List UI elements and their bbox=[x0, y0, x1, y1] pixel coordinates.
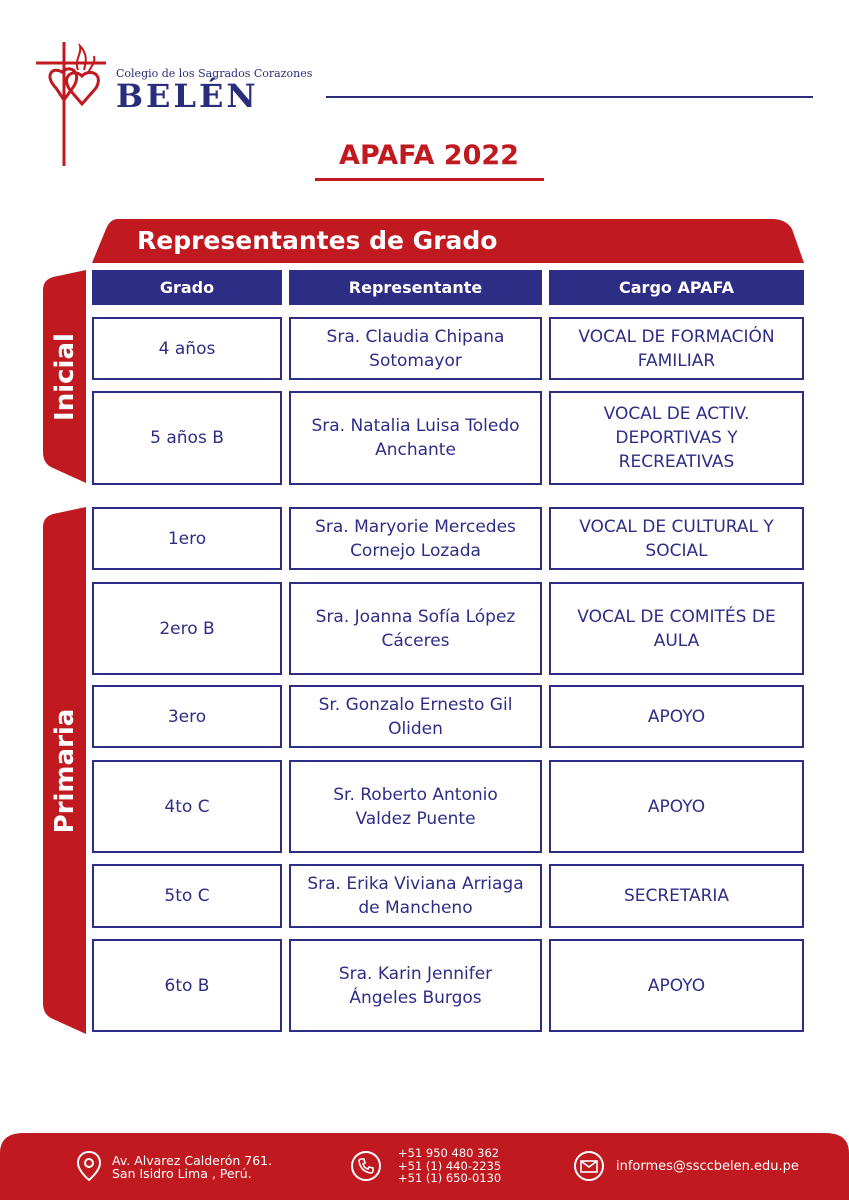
group-tab-inicial bbox=[43, 270, 86, 483]
text-line: Valdez Puente bbox=[355, 808, 476, 829]
text-line: Ángeles Burgos bbox=[349, 987, 482, 1008]
cell-cargo bbox=[549, 507, 804, 570]
location-pin-icon bbox=[76, 1150, 102, 1182]
section-banner bbox=[92, 219, 804, 263]
text-line: VOCAL DE COMITÉS DE bbox=[577, 606, 776, 627]
footer-phones bbox=[398, 1147, 501, 1185]
text-line: de Mancheno bbox=[358, 898, 473, 918]
phone-icon bbox=[350, 1150, 382, 1182]
column-header-cargo: Cargo APAFA bbox=[549, 270, 804, 305]
text-line: Sra. Natalia Luisa Toledo bbox=[311, 416, 520, 436]
phone-line: +51 (1) 650-0130 bbox=[398, 1171, 502, 1185]
footer-address bbox=[112, 1154, 272, 1180]
text-line: VOCAL DE ACTIV. bbox=[603, 404, 750, 424]
cell-grado: 4to C bbox=[92, 760, 282, 853]
phone-line: +51 950 480 362 bbox=[398, 1146, 500, 1160]
column-header-grado: Grado bbox=[92, 270, 282, 305]
address-line: Av. Alvarez Calderón 761. bbox=[112, 1153, 273, 1168]
text-line: Sra. Claudia Chipana bbox=[326, 326, 505, 347]
address-line: San Isidro Lima , Perú. bbox=[112, 1166, 252, 1181]
cell-cargo: SECRETARIA bbox=[549, 864, 804, 928]
text-line: Sra. Joanna Sofía López bbox=[315, 606, 516, 627]
cell-representante bbox=[289, 317, 542, 380]
cell-grado: 4 años bbox=[92, 317, 282, 380]
text-line: DEPORTIVAS Y bbox=[615, 428, 738, 448]
cell-cargo: APOYO bbox=[549, 685, 804, 748]
text-line: VOCAL DE CULTURAL Y bbox=[579, 516, 774, 537]
text-line: Sra. Maryorie Mercedes bbox=[315, 516, 516, 537]
section-heading: Representantes de Grado bbox=[137, 226, 498, 255]
cell-grado: 5 años B bbox=[92, 391, 282, 485]
text-line: AULA bbox=[653, 630, 700, 651]
cell-cargo bbox=[549, 391, 804, 485]
footer bbox=[0, 1133, 849, 1200]
cell-grado: 3ero bbox=[92, 685, 282, 748]
text-line: SOCIAL bbox=[645, 540, 708, 561]
cell-representante bbox=[289, 391, 542, 485]
text-line: Cornejo Lozada bbox=[350, 540, 481, 561]
group-label-inicial: Inicial bbox=[49, 332, 80, 421]
text-line: Sra. Erika Viviana Arriaga bbox=[307, 874, 524, 894]
group-label-primaria: Primaria bbox=[49, 708, 80, 833]
column-header-representante: Representante bbox=[289, 270, 542, 305]
school-subtitle: Colegio de los Sagrados Corazones bbox=[116, 67, 313, 80]
school-name: BELÉN bbox=[116, 77, 259, 115]
text-line: VOCAL DE FORMACIÓN bbox=[578, 326, 775, 347]
cell-cargo bbox=[549, 582, 804, 675]
phone-line: +51 (1) 440-2235 bbox=[398, 1158, 502, 1173]
cell-cargo: APOYO bbox=[549, 939, 804, 1032]
cell-cargo: APOYO bbox=[549, 760, 804, 853]
footer-email[interactable]: informes@ssccbelen.edu.pe bbox=[616, 1159, 799, 1174]
cell-representante bbox=[289, 864, 542, 928]
cell-representante bbox=[289, 685, 542, 748]
text-line: Cáceres bbox=[381, 630, 450, 651]
text-line: Oliden bbox=[388, 718, 443, 739]
text-line: Anchante bbox=[375, 440, 456, 460]
title-underline bbox=[315, 178, 544, 181]
group-tab-primaria bbox=[43, 507, 86, 1034]
cell-grado: 5to C bbox=[92, 864, 282, 928]
page-title: APAFA 2022 bbox=[339, 140, 519, 171]
cell-representante bbox=[289, 582, 542, 675]
text-line: Sr. Gonzalo Ernesto Gil bbox=[318, 694, 513, 715]
cell-representante bbox=[289, 507, 542, 570]
cell-grado: 6to B bbox=[92, 939, 282, 1032]
text-line: FAMILIAR bbox=[637, 350, 716, 371]
mail-icon bbox=[573, 1150, 605, 1182]
school-logo bbox=[30, 42, 330, 172]
text-line: Sra. Karin Jennifer bbox=[338, 963, 493, 984]
text-line: Sr. Roberto Antonio bbox=[333, 784, 498, 805]
cell-representante bbox=[289, 760, 542, 853]
cell-representante bbox=[289, 939, 542, 1032]
header-divider bbox=[326, 96, 813, 98]
cell-grado: 1ero bbox=[92, 507, 282, 570]
cell-cargo bbox=[549, 317, 804, 380]
cell-grado: 2ero B bbox=[92, 582, 282, 675]
text-line: Sotomayor bbox=[369, 350, 462, 371]
text-line: RECREATIVAS bbox=[618, 452, 735, 472]
